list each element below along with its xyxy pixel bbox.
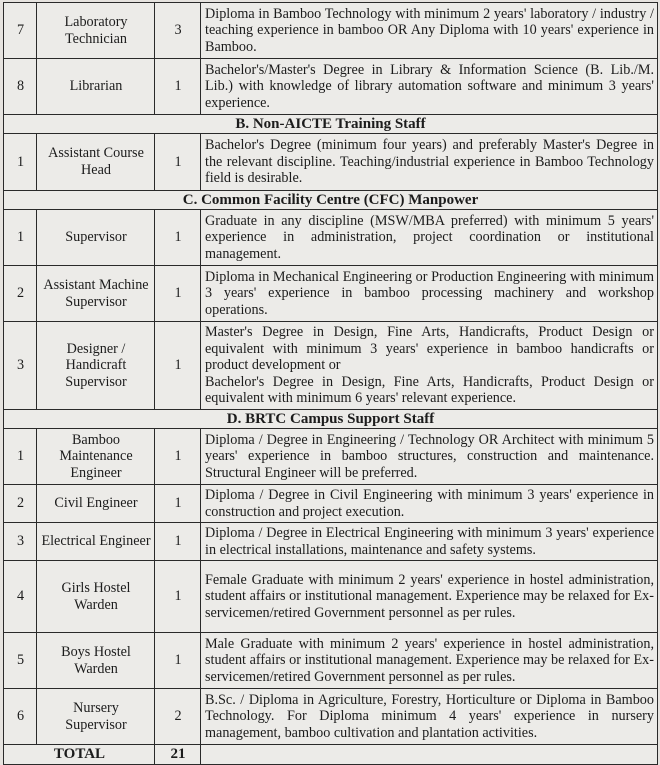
serial-number: 2 bbox=[4, 266, 37, 322]
post-name: Laboratory Technician bbox=[37, 3, 155, 59]
table-row bbox=[4, 134, 658, 191]
staff-table bbox=[3, 2, 658, 765]
post-count: 1 bbox=[155, 429, 201, 485]
section-header-row bbox=[4, 410, 658, 429]
post-count: 1 bbox=[155, 523, 201, 561]
qualification: Bachelor's/Master's Degree in Library & Information Science (B. Lib./M. Lib.) with knowledge of library automation software and minimum 3 years' experience. bbox=[201, 59, 658, 115]
table-row bbox=[4, 59, 658, 115]
section-title: B. Non-AICTE Training Staff bbox=[4, 115, 658, 134]
qualification: Diploma / Degree in Civil Engineering with minimum 3 years' experience in construction and project execution. bbox=[201, 485, 658, 523]
qualification: Diploma in Bamboo Technology with minimum 2 years' laboratory / industry / teaching experience in bamboo OR Any Diploma with 10 years' experience in Bamboo. bbox=[201, 3, 658, 59]
post-name: Nursery Supervisor bbox=[37, 689, 155, 745]
qualification: Bachelor's Degree (minimum four years) and preferably Master's Degree in the relevant discipline. Teaching/industrial experience in Bamboo Technology field is desirable. bbox=[201, 134, 658, 191]
total-count: 21 bbox=[155, 745, 201, 765]
section-title: C. Common Facility Centre (CFC) Manpower bbox=[4, 191, 658, 210]
serial-number: 1 bbox=[4, 429, 37, 485]
qualification-option-2: Bachelor's Degree in Design, Fine Arts, Handicrafts, Product Design or equivalent with minimum 6 years' relevant experience. bbox=[205, 373, 654, 407]
table-row bbox=[4, 210, 658, 266]
serial-number: 1 bbox=[4, 210, 37, 266]
qualification bbox=[201, 322, 658, 410]
table-row bbox=[4, 485, 658, 523]
table-row bbox=[4, 429, 658, 485]
serial-number: 8 bbox=[4, 59, 37, 115]
post-name: Assistant Course Head bbox=[37, 134, 155, 191]
serial-number: 2 bbox=[4, 485, 37, 523]
post-count: 1 bbox=[155, 561, 201, 633]
post-name: Supervisor bbox=[37, 210, 155, 266]
post-count: 1 bbox=[155, 266, 201, 322]
section-title: D. BRTC Campus Support Staff bbox=[4, 410, 658, 429]
qualification: Male Graduate with minimum 2 years' experience in hostel administration, student affairs or institutional management. Experience may be relaxed for Ex-servicemen/retired Government personnel as per rules. bbox=[201, 633, 658, 689]
post-count: 1 bbox=[155, 322, 201, 410]
qualification-option-1: Master's Degree in Design, Fine Arts, Handicrafts, Product Design or equivalent with minimum 3 years' experience in bamboo handicrafts or product development or bbox=[205, 324, 654, 374]
post-name: Civil Engineer bbox=[37, 485, 155, 523]
post-name: Girls Hostel Warden bbox=[37, 561, 155, 633]
table-row bbox=[4, 266, 658, 322]
post-name: Bamboo Maintenance Engineer bbox=[37, 429, 155, 485]
qualification: Graduate in any discipline (MSW/MBA preferred) with minimum 5 years' experience in administration, project coordination or institutional management. bbox=[201, 210, 658, 266]
post-count: 1 bbox=[155, 59, 201, 115]
post-count: 1 bbox=[155, 210, 201, 266]
post-count: 1 bbox=[155, 134, 201, 191]
serial-number: 7 bbox=[4, 3, 37, 59]
serial-number: 5 bbox=[4, 633, 37, 689]
serial-number: 1 bbox=[4, 134, 37, 191]
table-row bbox=[4, 3, 658, 59]
post-count: 3 bbox=[155, 3, 201, 59]
total-label: TOTAL bbox=[4, 745, 155, 765]
total-empty-cell bbox=[201, 745, 658, 765]
table-row bbox=[4, 633, 658, 689]
table-row bbox=[4, 523, 658, 561]
qualification: Female Graduate with minimum 2 years' experience in hostel administration, student affairs or institutional management. Experience may be relaxed for Ex-servicemen/retired Government personnel as per rules. bbox=[201, 561, 658, 633]
table-row bbox=[4, 322, 658, 410]
post-name: Designer / Handicraft Supervisor bbox=[37, 322, 155, 410]
table-row bbox=[4, 689, 658, 745]
serial-number: 3 bbox=[4, 322, 37, 410]
qualification: B.Sc. / Diploma in Agriculture, Forestry, Horticulture or Diploma in Bamboo Technology. For Diploma minimum 4 years' experience in nursery management, bamboo cultivation and plantation activities. bbox=[201, 689, 658, 745]
post-name: Boys Hostel Warden bbox=[37, 633, 155, 689]
qualification: Diploma / Degree in Engineering / Technology OR Architect with minimum 5 years' experience in bamboo structures, construction and maintenance. Structural Engineer will be preferred. bbox=[201, 429, 658, 485]
post-count: 1 bbox=[155, 633, 201, 689]
serial-number: 3 bbox=[4, 523, 37, 561]
total-row bbox=[4, 745, 658, 765]
section-header-row bbox=[4, 115, 658, 134]
serial-number: 4 bbox=[4, 561, 37, 633]
qualification: Diploma in Mechanical Engineering or Production Engineering with minimum 3 years' experience in bamboo processing machinery and workshop operations. bbox=[201, 266, 658, 322]
section-header-row bbox=[4, 191, 658, 210]
post-name: Assistant Machine Supervisor bbox=[37, 266, 155, 322]
post-name: Electrical Engineer bbox=[37, 523, 155, 561]
table-row bbox=[4, 561, 658, 633]
serial-number: 6 bbox=[4, 689, 37, 745]
qualification: Diploma / Degree in Electrical Engineering with minimum 3 years' experience in electrical installations, maintenance and safety systems. bbox=[201, 523, 658, 561]
post-count: 1 bbox=[155, 485, 201, 523]
post-name: Librarian bbox=[37, 59, 155, 115]
post-count: 2 bbox=[155, 689, 201, 745]
